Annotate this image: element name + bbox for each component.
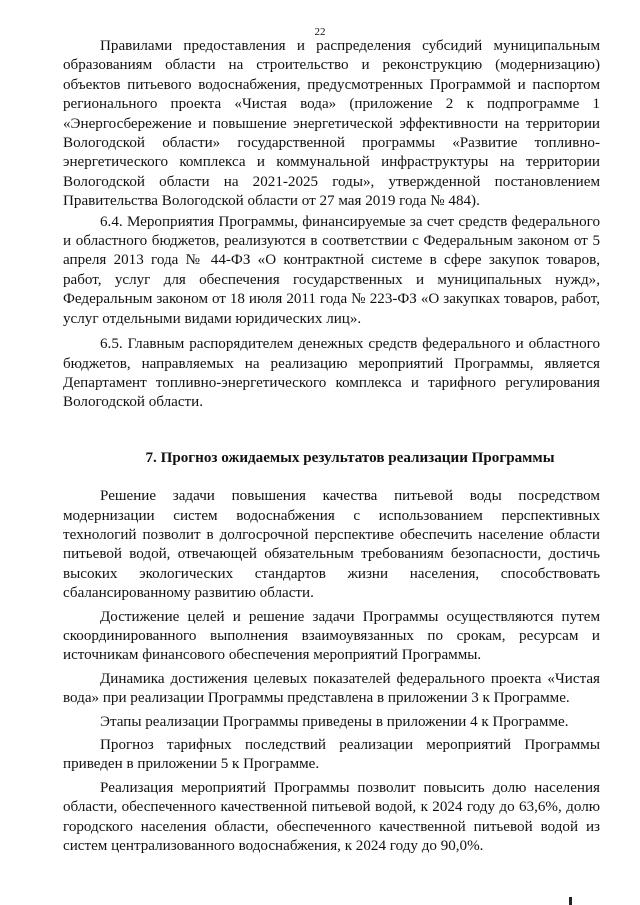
document-body bbox=[63, 37, 600, 856]
paragraph-6-4: 6.4. Мероприятия Программы, финансируемые за счет средств федерального и областного бюджетов, реализуются в соответствии с Федеральным законом от 5 апреля 2013 года № 44-ФЗ «О контрактной системе в сфере закупок товаров, работ, услуг для обеспечения государственных и муниципальных нужд», Федеральным законом от 18 июля 2011 года № 223-ФЗ «О закупках товаров, работ, услуг отдельными видами юридических лиц». bbox=[63, 213, 600, 327]
paragraph-results-4: Этапы реализации Программы приведены в приложении 4 к Программе. bbox=[100, 713, 569, 730]
paragraph-results-6: Реализация мероприятий Программы позволит повысить долю населения области, обеспеченного качественной питьевой водой, к 2024 году до 63,6%, долю городского населения области, обеспеченного качественной питьевой водой из систем централизованного водоснабжения, к 2024 году до 90,0%. bbox=[63, 779, 600, 855]
section-heading: 7. Прогноз ожидаемых результатов реализации Программы bbox=[145, 449, 555, 466]
paragraph-results-5: Прогноз тарифных последствий реализации мероприятий Программы приведен в приложении 5 к Программе. bbox=[63, 737, 600, 773]
page-number: 22 bbox=[314, 26, 326, 38]
paragraph-results-3: Динамика достижения целевых показателей федерального проекта «Чистая вода» при реализации Программы представлена в приложении 3 к Программе. bbox=[63, 670, 600, 707]
paragraph-results-2: Достижение целей и решение задачи Программы осуществляются путем скоординированного выполнения взаимоувязанных по срокам, ресурсам и источникам финансового обеспечения мероприятий Программы. bbox=[63, 608, 600, 664]
paragraph-results-1: Решение задачи повышения качества питьевой воды посредством модернизации систем водоснабжения с использованием перспективных технологий позволит в долгосрочной перспективе обеспечить население области питьевой водой, отвечающей обязательным требованиям безопасности, достичь высоких экологических стандартов жизни населения, способствовать сбалансированному развитию области. bbox=[63, 488, 600, 602]
paragraph-subsidy-rules: Правилами предоставления и распределения субсидий муниципальным образованиям области на строительство и реконструкцию (модернизацию) объектов питьевого водоснабжения, предусмотренных Программой и паспортом регионального проекта «Чистая вода» (приложение 2 к подпрограмме 1 «Энергосбережение и повышение энергетической эффективности на территории Вологодской области» государственной программы «Развитие топливно-энергетического комплекса и коммунальной инфраструктуры на территории Вологодской области на 2021-2025 годы», утвержденной постановлением Правительства Вологодской области от 27 мая 2019 года № 484). bbox=[63, 38, 600, 210]
paragraph-6-5: 6.5. Главным распорядителем денежных средств федерального и областного бюджетов, направляемых на реализацию мероприятий Программы, является Департамент топливно-энергетического комплекса и тарифного регулирования Вологодской области. bbox=[63, 336, 600, 411]
scan-mark bbox=[569, 897, 572, 905]
section-heading-wrapper bbox=[63, 449, 600, 468]
